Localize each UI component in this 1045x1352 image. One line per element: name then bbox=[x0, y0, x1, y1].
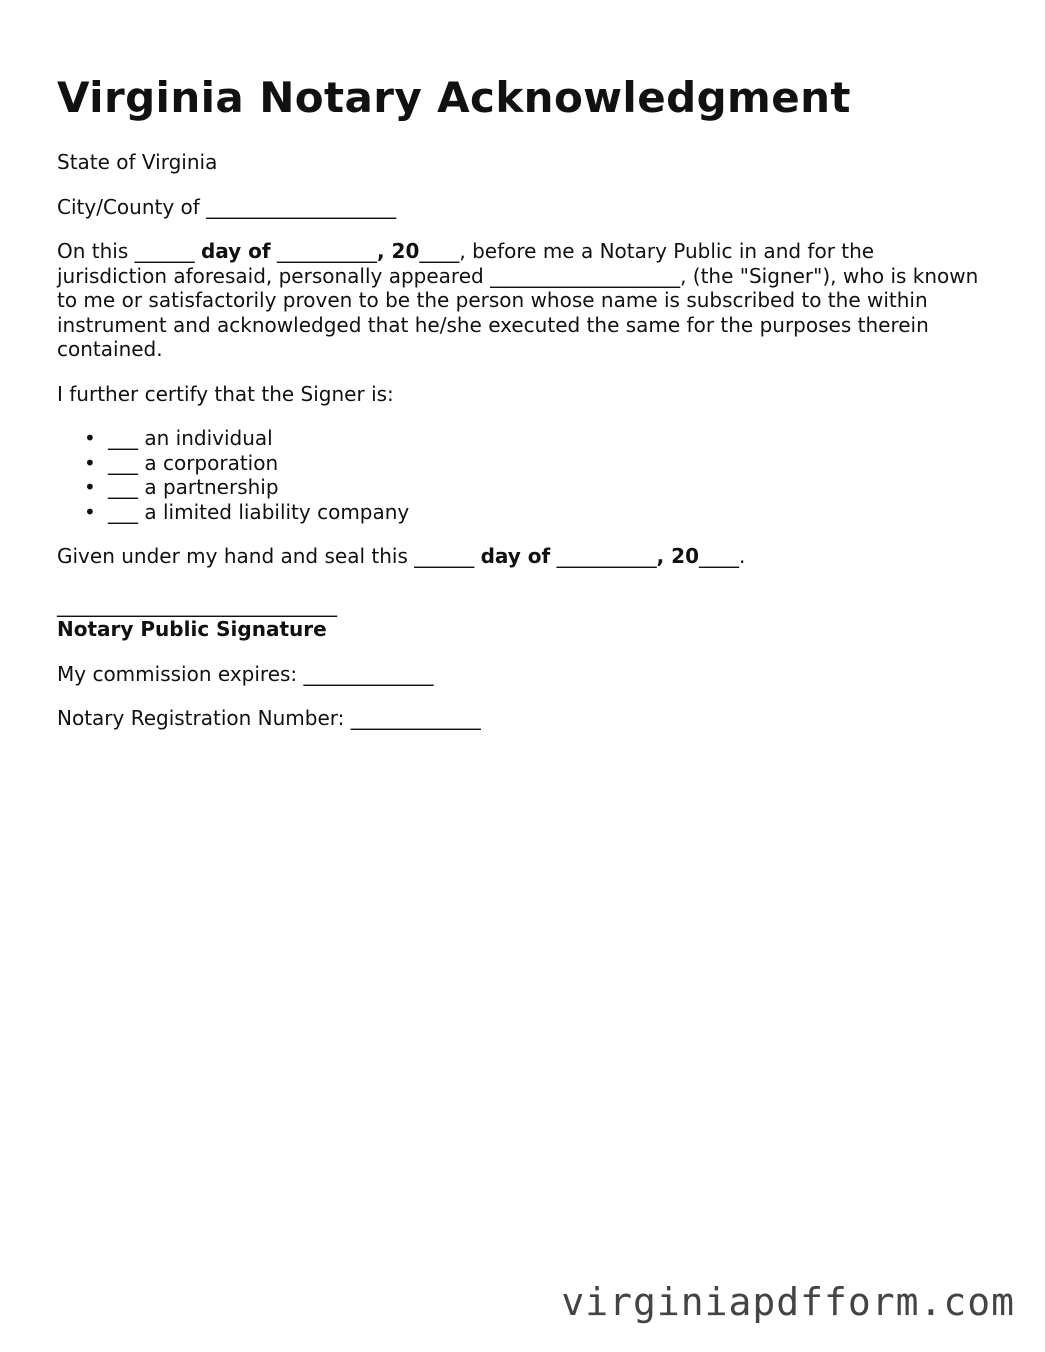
given-line bbox=[57, 544, 987, 569]
ack-month-blank: __________ bbox=[270, 239, 377, 263]
notary-form bbox=[57, 70, 987, 751]
given-text-1: Given under my hand and seal this ______ bbox=[57, 544, 481, 568]
ack-year-prefix: , 20 bbox=[376, 239, 420, 263]
given-day-of: day of bbox=[480, 544, 551, 568]
ack-day-of: day of bbox=[200, 239, 271, 263]
ack-text-2: ____, before me a Notary Public in and for the jurisdiction aforesaid, personally appeared ___________________, (the "Signer"), who is known to me or satisfactorily proven to be the person whose name is subscribed to the within instrument and acknowledged that he/she executed the same for the purposes therein contained. bbox=[57, 239, 979, 361]
certify-line: I further certify that the Signer is: bbox=[57, 381, 394, 406]
registration-line: Notary Registration Number: _____________ bbox=[57, 706, 481, 730]
signature-block bbox=[57, 593, 987, 642]
given-year-prefix: , 20 bbox=[656, 544, 699, 568]
given-month-blank: __________ bbox=[550, 544, 657, 568]
signer-type-list bbox=[57, 426, 987, 524]
county-line: City/County of ___________________ bbox=[57, 194, 397, 219]
commission-line: My commission expires: _____________ bbox=[57, 661, 434, 686]
site-watermark: virginiapdfform.com bbox=[561, 1280, 1015, 1324]
signer-type-individual: • ___ an individual bbox=[108, 426, 987, 451]
page-title: Virginia Notary Acknowledgment bbox=[57, 73, 851, 122]
state-line: State of Virginia bbox=[57, 150, 218, 174]
signer-type-corporation: • ___ a corporation bbox=[108, 451, 987, 476]
signature-label: Notary Public Signature bbox=[57, 617, 327, 641]
given-text-2: ____. bbox=[699, 544, 746, 568]
ack-text-1: On this ______ bbox=[57, 239, 201, 263]
acknowledgment-paragraph bbox=[57, 239, 987, 362]
signature-line: ____________________________ bbox=[57, 592, 337, 617]
signer-type-partnership: • ___ a partnership bbox=[108, 475, 987, 500]
signer-type-llc: • ___ a limited liability company bbox=[108, 500, 987, 525]
